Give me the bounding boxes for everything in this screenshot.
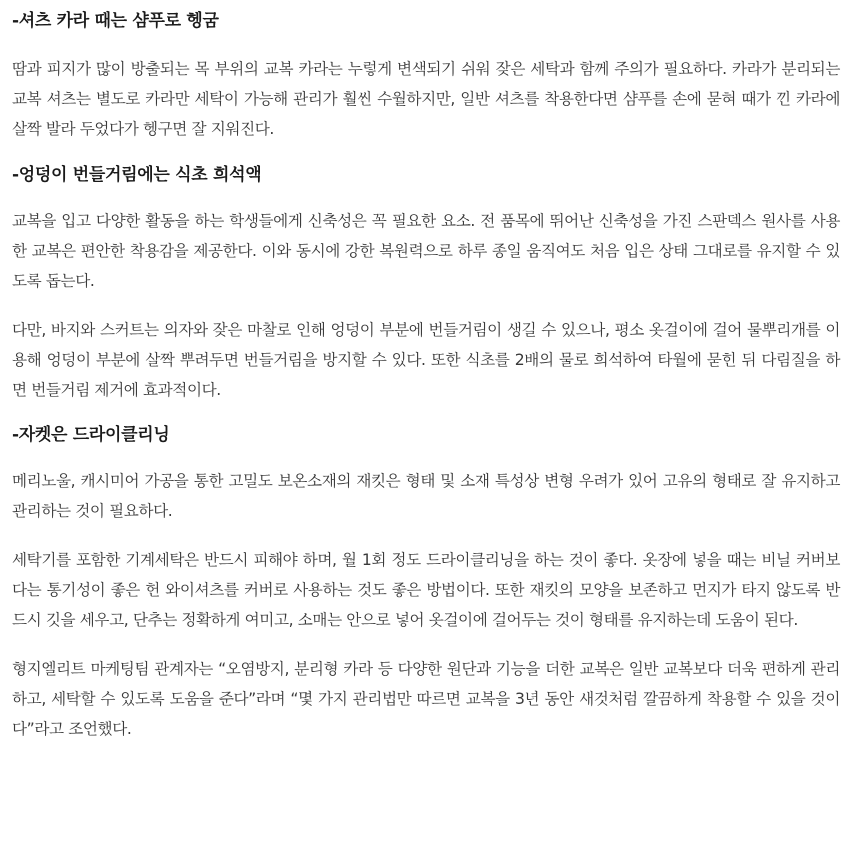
paragraph-quote: 형지엘리트 마케팅팀 관계자는 “오염방지, 분리형 카라 등 다양한 원단과 기능을 더한 교복은 일반 교복보다 더욱 편하게 관리하고, 세탁할 수 있도록 도움을 준다”라며 “몇 가지 관리법만 따르면 교복을 3년 동안 새것처럼 깔끔하게 착용할 수 있을 것이다”라고 조언했다.: [12, 660, 840, 738]
paragraph-collar-care: 땀과 피지가 많이 방출되는 목 부위의 교복 카라는 누렇게 변색되기 쉬워 잦은 세탁과 함께 주의가 필요하다. 카라가 분리되는 교복 셔츠는 별도로 카라만 세탁이 가능해 관리가 훨씬 수월하지만, 일반 셔츠를 착용한다면 샴푸를 손에 묻혀 때가 낀 카라에 살짝 발라 두었다가 헹구면 잘 지워진다.: [12, 60, 840, 138]
article-body: [0, 7, 850, 853]
paragraph-stretch-fabric: 교복을 입고 다양한 활동을 하는 학생들에게 신축성은 꼭 필요한 요소. 전 품목에 뛰어난 신축성을 가진 스판덱스 원사를 사용한 교복은 편안한 착용감을 제공한다. 이와 동시에 강한 복원력으로 하루 종일 움직여도 처음 입은 상태 그대로를 유지할 수 있도록 돕는다.: [12, 212, 840, 290]
paragraph-jacket-cleaning: 세탁기를 포함한 기계세탁은 반드시 피해야 하며, 월 1회 정도 드라이클리닝을 하는 것이 좋다. 옷장에 넣을 때는 비닐 커버보다는 통기성이 좋은 헌 와이셔츠를 커버로 사용하는 것도 좋은 방법이다. 또한 재킷의 모양을 보존하고 먼지가 타지 않도록 반드시 깃을 세우고, 단추는 정확하게 여미고, 소매는 안으로 넣어 옷걸이에 걸어두는 것이 형태를 유지하는데 도움이 된다.: [12, 551, 840, 629]
section-heading-collar: -셔츠 카라 때는 샴푸로 헹굼: [12, 11, 219, 31]
section-heading-shine: -엉덩이 번들거림에는 식초 희석액: [12, 165, 262, 185]
paragraph-shine-removal: 다만, 바지와 스커트는 의자와 잦은 마찰로 인해 엉덩이 부분에 번들거림이 생길 수 있으나, 평소 옷걸이에 걸어 물뿌리개를 이용해 엉덩이 부분에 살짝 뿌려두면 번들거림을 방지할 수 있다. 또한 식초를 2배의 물로 희석하여 타월에 묻힌 뒤 다림질을 하면 번들거림 제거에 효과적이다.: [12, 321, 840, 399]
section-heading-jacket: -자켓은 드라이클리닝: [12, 425, 170, 445]
paragraph-jacket-material: 메리노울, 캐시미어 가공을 통한 고밀도 보온소재의 재킷은 형태 및 소재 특성상 변형 우려가 있어 고유의 형태로 잘 유지하고 관리하는 것이 필요하다.: [12, 472, 840, 520]
